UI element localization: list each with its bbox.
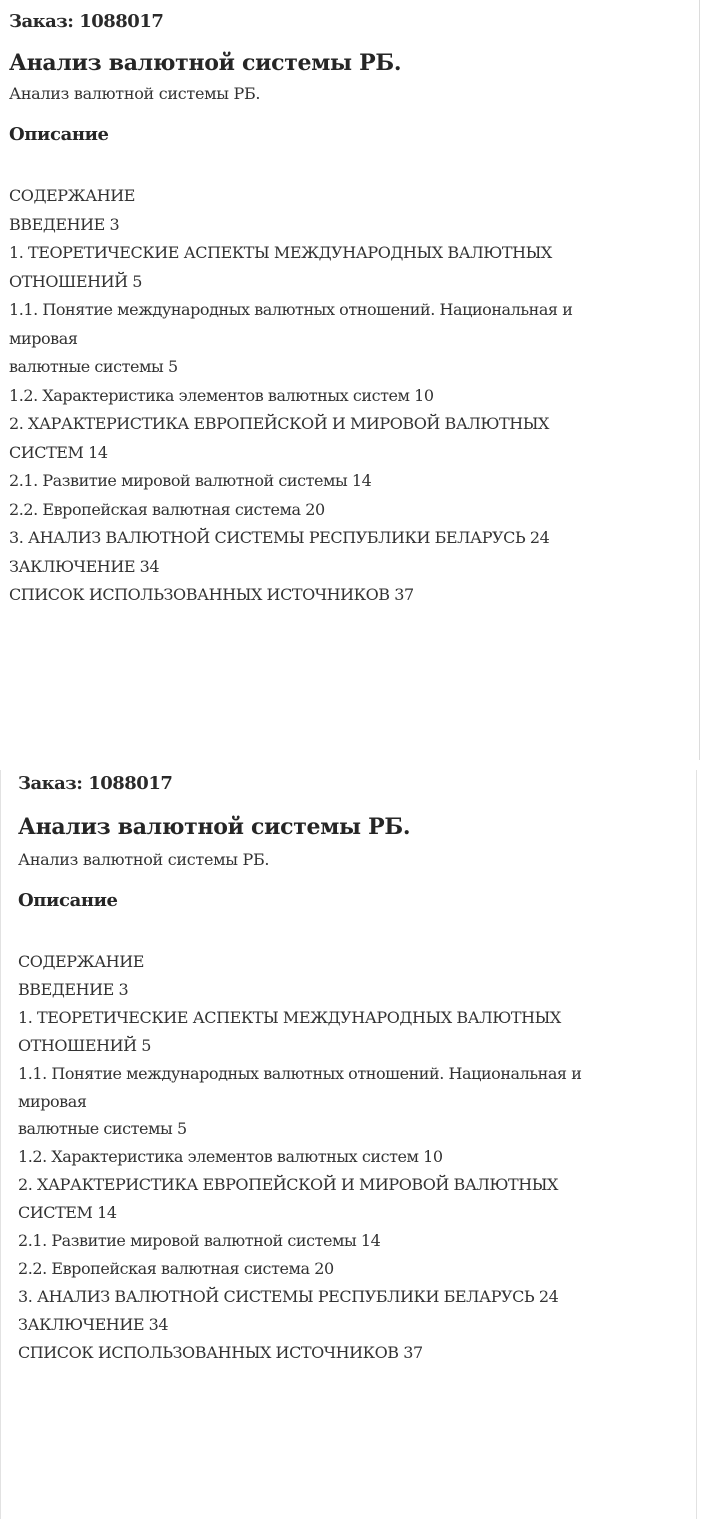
- table-of-contents: [18, 948, 682, 1367]
- toc-line: 1. ТЕОРЕТИЧЕСКИЕ АСПЕКТЫ МЕЖДУНАРОДНЫХ ВАЛЮТНЫХ: [9, 243, 552, 262]
- description-heading: Описание: [18, 890, 118, 911]
- toc-line: СПИСОК ИСПОЛЬЗОВАННЫХ ИСТОЧНИКОВ 37: [9, 585, 414, 604]
- table-of-contents: [9, 182, 689, 610]
- toc-line: 1. ТЕОРЕТИЧЕСКИЕ АСПЕКТЫ МЕЖДУНАРОДНЫХ ВАЛЮТНЫХ: [18, 1007, 561, 1027]
- toc-line: 1.1. Понятие международных валютных отношений. Национальная и: [9, 300, 573, 319]
- document-subtitle: Анализ валютной системы РБ.: [18, 850, 270, 869]
- toc-line: СОДЕРЖАНИЕ: [18, 952, 144, 971]
- toc-line: валютные системы 5: [18, 1119, 187, 1139]
- toc-line: 2. ХАРАКТЕРИСТИКА ЕВРОПЕЙСКОЙ И МИРОВОЙ ВАЛЮТНЫХ: [18, 1175, 558, 1195]
- toc-line: 1.2. Характеристика элементов валютных систем 10: [9, 385, 434, 405]
- toc-line: мировая: [18, 1091, 87, 1111]
- toc-line: 3. АНАЛИЗ ВАЛЮТНОЙ СИСТЕМЫ РЕСПУБЛИКИ БЕЛАРУСЬ 24: [9, 528, 550, 547]
- toc-line: мировая: [9, 328, 78, 348]
- toc-line: СИСТЕМ 14: [9, 442, 108, 462]
- toc-line: ЗАКЛЮЧЕНИЕ 34: [18, 1314, 169, 1334]
- toc-line: 2.2. Европейская валютная система 20: [18, 1258, 334, 1278]
- order-number: Заказ: 1088017: [18, 773, 173, 794]
- toc-line: 3. АНАЛИЗ ВАЛЮТНОЙ СИСТЕМЫ РЕСПУБЛИКИ БЕЛАРУСЬ 24: [18, 1286, 559, 1306]
- document-block-duplicate: [0, 770, 697, 1519]
- document-title: Анализ валютной системы РБ.: [18, 814, 411, 840]
- toc-line: ВВЕДЕНИЕ 3: [18, 979, 129, 999]
- toc-line: СОДЕРЖАНИЕ: [9, 186, 135, 205]
- document-title: Анализ валютной системы РБ.: [9, 50, 402, 76]
- toc-line: 2.2. Европейская валютная система 20: [9, 499, 325, 519]
- toc-line: 2.1. Развитие мировой валютной системы 14: [18, 1231, 381, 1251]
- document-block-primary: [0, 0, 700, 760]
- toc-line: 2.1. Развитие мировой валютной системы 14: [9, 471, 372, 490]
- description-heading: Описание: [9, 124, 109, 145]
- toc-line: ЗАКЛЮЧЕНИЕ 34: [9, 556, 160, 576]
- order-number: Заказ: 1088017: [9, 11, 164, 32]
- toc-line: 1.2. Характеристика элементов валютных систем 10: [18, 1147, 443, 1167]
- toc-line: 2. ХАРАКТЕРИСТИКА ЕВРОПЕЙСКОЙ И МИРОВОЙ ВАЛЮТНЫХ: [9, 414, 549, 433]
- toc-line: ОТНОШЕНИЙ 5: [9, 271, 142, 291]
- toc-line: ОТНОШЕНИЙ 5: [18, 1035, 151, 1055]
- toc-line: валютные системы 5: [9, 357, 178, 376]
- toc-line: СИСТЕМ 14: [18, 1203, 117, 1223]
- toc-line: ВВЕДЕНИЕ 3: [9, 214, 120, 234]
- document-subtitle: Анализ валютной системы РБ.: [9, 84, 261, 103]
- toc-line: 1.1. Понятие международных валютных отношений. Национальная и: [18, 1063, 582, 1083]
- toc-line: СПИСОК ИСПОЛЬЗОВАННЫХ ИСТОЧНИКОВ 37: [18, 1342, 423, 1362]
